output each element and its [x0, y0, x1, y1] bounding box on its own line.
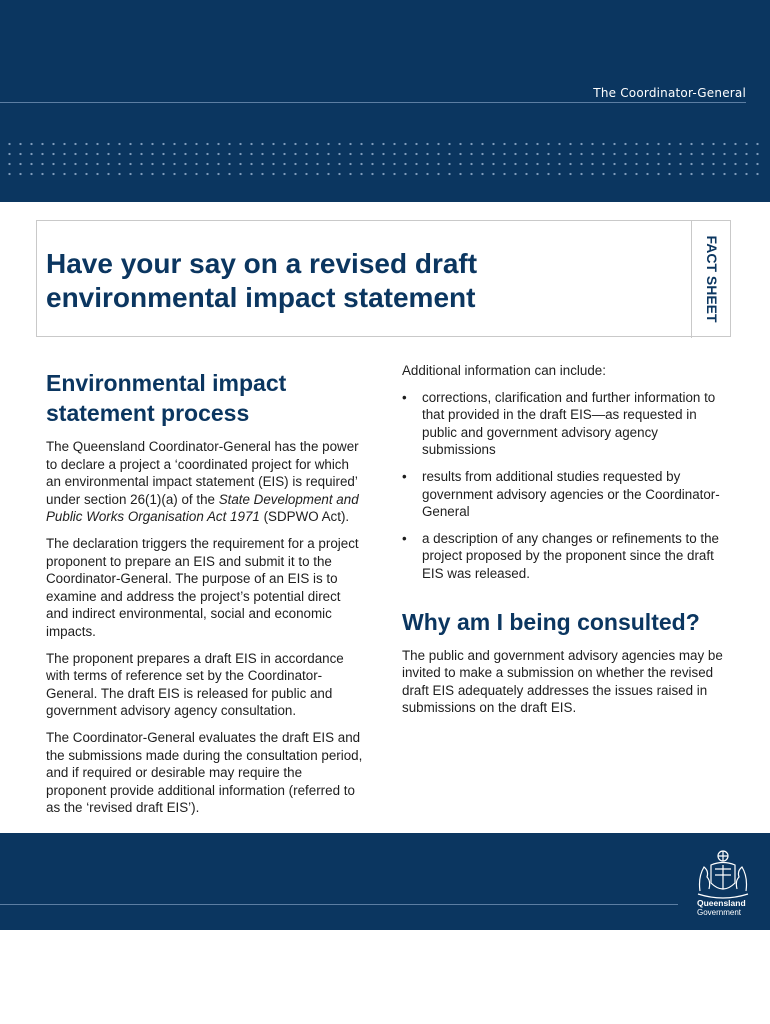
- additional-info-list: [402, 389, 732, 583]
- eis-process-para-2: The declaration triggers the requirement for a project proponent to prepare an EIS and submit it to the Coordinator-General. The purpose of an EIS is to examine and address the project’s potential direct and indirect environmental, social and economic impacts.: [46, 535, 359, 639]
- header-dot-pattern: [4, 139, 766, 179]
- left-column: [46, 368, 366, 826]
- header-band: [0, 0, 770, 202]
- additional-info-intro: Additional information can include:: [402, 363, 606, 378]
- eis-process-heading: Environmental impact statement process: [46, 370, 287, 426]
- why-consulted-para: The public and government advisory agencies may be invited to make a submission on whether the revised draft EIS adequately addresses the issues raised in submissions on the draft EIS.: [402, 647, 723, 716]
- list-item: • results from additional studies requested by government advisory agencies or the Coordinator-General: [402, 468, 732, 521]
- page-title: Have your say on a revised draft environmental impact statement: [46, 248, 478, 313]
- eis-process-para-1: The Queensland Coordinator-General has the power to declare a project a ‘coordinated project for which an environmental impact statement (EIS) is required’ under section 26(1)(a) of the State Development and Public Works Organisation Act 1971 (SDPWO Act).: [46, 439, 359, 525]
- list-item: • a description of any changes or refinements to the project proposed by the proponent since the draft EIS was released.: [402, 530, 732, 583]
- eis-process-para-3: The proponent prepares a draft EIS in accordance with terms of reference set by the Coordinator-General. The draft EIS is released for public and government advisory agency consultation.: [46, 650, 344, 719]
- header-divider: [0, 102, 746, 103]
- title-box: [36, 220, 731, 337]
- footer-band: [0, 833, 770, 930]
- queensland-government-wordmark: Queensland Government: [697, 898, 746, 917]
- why-consulted-heading: Why am I being consulted?: [402, 608, 700, 635]
- right-column: [402, 362, 732, 726]
- footer-divider: [0, 904, 678, 905]
- fact-sheet-tab: [691, 221, 731, 338]
- list-item: • corrections, clarification and further information to that provided in the draft EIS—as requested in public and government advisory agency submissions: [402, 389, 732, 459]
- eis-process-para-4: The Coordinator-General evaluates the draft EIS and the submissions made during the consultation period, and if required or desirable may require the proponent provide additional information (referred to as the ‘revised draft EIS’).: [46, 729, 363, 816]
- header-org-name: The Coordinator-General: [593, 86, 746, 100]
- fact-sheet-label: FACT SHEET: [704, 235, 720, 323]
